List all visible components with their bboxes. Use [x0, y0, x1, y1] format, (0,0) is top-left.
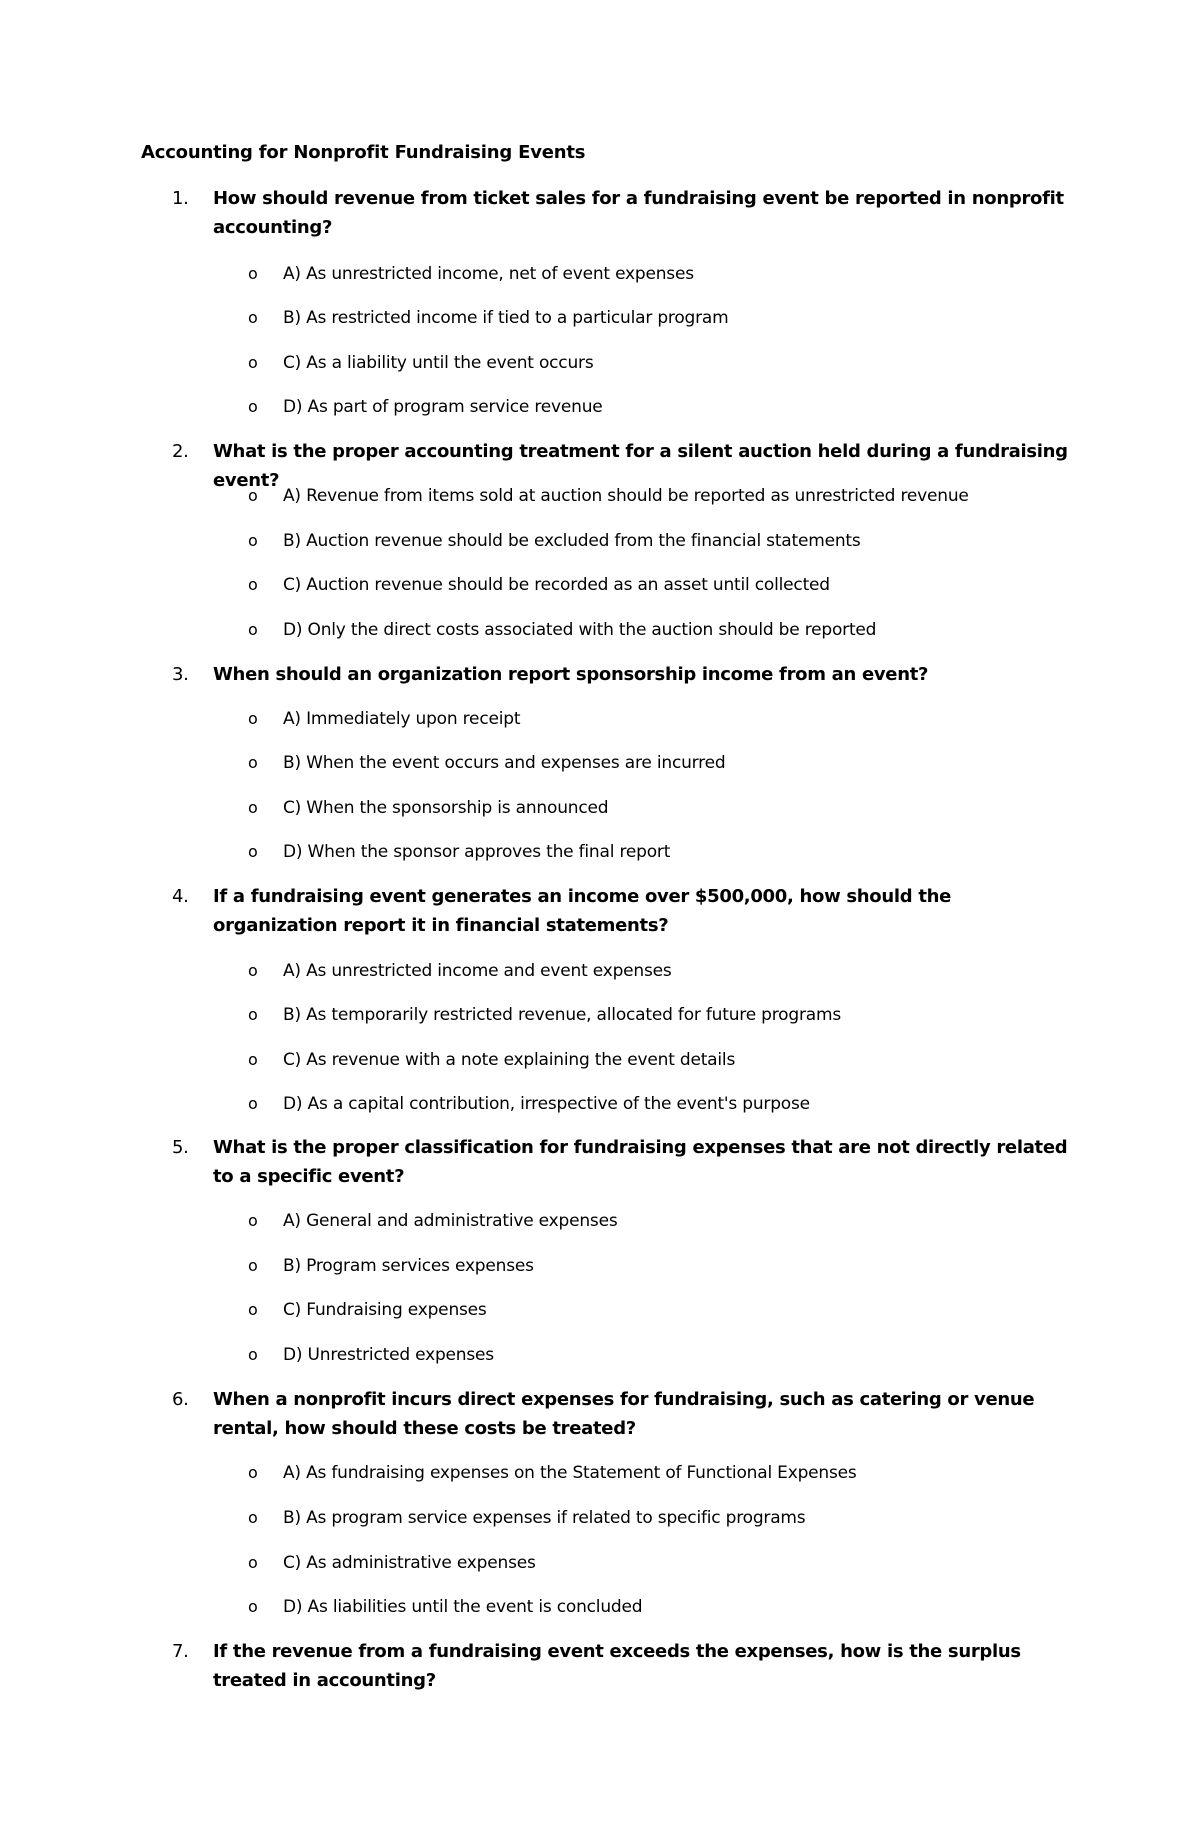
option-6d	[248, 1596, 642, 1618]
bullet-icon: o	[248, 1508, 258, 1527]
option-1a	[248, 263, 694, 285]
bullet-icon: o	[248, 961, 258, 980]
option-4b	[248, 1004, 841, 1026]
option-text: C) Auction revenue should be recorded as an asset until collected	[283, 575, 830, 595]
option-4d	[248, 1093, 810, 1115]
bullet-icon: o	[248, 753, 258, 772]
option-3d	[248, 841, 670, 863]
option-text: B) When the event occurs and expenses are incurred	[283, 753, 726, 773]
option-text: D) Unrestricted expenses	[283, 1345, 494, 1365]
question-6	[172, 1385, 1072, 1443]
bullet-icon: o	[248, 1050, 258, 1069]
question-text: When should an organization report sponsorship income from an event?	[213, 664, 929, 685]
option-4c	[248, 1049, 735, 1071]
bullet-icon: o	[248, 842, 258, 861]
question-number: 7.	[172, 1641, 189, 1662]
bullet-icon: o	[248, 486, 258, 505]
bullet-icon: o	[248, 709, 258, 728]
question-number: 3.	[172, 664, 189, 685]
option-3b	[248, 752, 725, 774]
option-5c	[248, 1299, 487, 1321]
bullet-icon: o	[248, 1094, 258, 1113]
option-text: D) When the sponsor approves the final report	[283, 842, 671, 862]
option-text: C) As revenue with a note explaining the event details	[283, 1050, 736, 1070]
bullet-icon: o	[248, 264, 258, 283]
question-7	[172, 1637, 1072, 1695]
option-2c	[248, 574, 830, 596]
bullet-icon: o	[248, 1300, 258, 1319]
bullet-icon: o	[248, 1345, 258, 1364]
bullet-icon: o	[248, 353, 258, 372]
option-6c	[248, 1552, 536, 1574]
bullet-icon: o	[248, 1597, 258, 1616]
bullet-icon: o	[248, 575, 258, 594]
question-number: 5.	[172, 1137, 189, 1158]
question-number: 6.	[172, 1389, 189, 1410]
option-6b	[248, 1507, 805, 1529]
option-6a	[248, 1462, 857, 1484]
option-text: D) As liabilities until the event is concluded	[283, 1597, 643, 1617]
bullet-icon: o	[248, 798, 258, 817]
question-number: 4.	[172, 886, 189, 907]
option-text: D) As a capital contribution, irrespective of the event's purpose	[283, 1094, 810, 1114]
question-text: If a fundraising event generates an income over $500,000, how should the organization report it in financial statements?	[213, 886, 952, 936]
question-number: 2.	[172, 441, 189, 462]
option-text: B) As program service expenses if related to specific programs	[283, 1508, 806, 1528]
question-5	[172, 1133, 1072, 1191]
option-2d	[248, 619, 876, 641]
option-3c	[248, 797, 608, 819]
option-text: A) General and administrative expenses	[283, 1211, 618, 1231]
question-text: What is the proper classification for fundraising expenses that are not directly related to a specific event?	[213, 1137, 1068, 1187]
option-text: B) Auction revenue should be excluded from the financial statements	[283, 531, 861, 551]
bullet-icon: o	[248, 1463, 258, 1482]
option-2a	[248, 485, 969, 507]
option-5b	[248, 1255, 534, 1277]
bullet-icon: o	[248, 1553, 258, 1572]
option-text: A) As unrestricted income and event expenses	[283, 961, 672, 981]
bullet-icon: o	[248, 397, 258, 416]
question-text: When a nonprofit incurs direct expenses for fundraising, such as catering or venue rental, how should these costs be treated?	[213, 1389, 1035, 1439]
option-3a	[248, 708, 520, 730]
option-text: B) Program services expenses	[283, 1256, 534, 1276]
bullet-icon: o	[248, 308, 258, 327]
option-text: C) As administrative expenses	[283, 1553, 536, 1573]
option-text: B) As restricted income if tied to a particular program	[283, 308, 729, 328]
option-text: A) Revenue from items sold at auction should be reported as unrestricted revenue	[283, 486, 969, 506]
bullet-icon: o	[248, 531, 258, 550]
question-text: If the revenue from a fundraising event exceeds the expenses, how is the surplus treated in accounting?	[213, 1641, 1021, 1691]
question-1	[172, 184, 1072, 242]
option-text: A) As unrestricted income, net of event expenses	[283, 264, 694, 284]
question-number: 1.	[172, 188, 189, 209]
option-5d	[248, 1344, 494, 1366]
bullet-icon: o	[248, 1211, 258, 1230]
option-1d	[248, 396, 603, 418]
option-text: D) Only the direct costs associated with the auction should be reported	[283, 620, 877, 640]
option-text: B) As temporarily restricted revenue, allocated for future programs	[283, 1005, 841, 1025]
option-text: A) Immediately upon receipt	[283, 709, 521, 729]
option-text: D) As part of program service revenue	[283, 397, 603, 417]
question-3	[172, 660, 1072, 689]
option-text: A) As fundraising expenses on the Statement of Functional Expenses	[283, 1463, 857, 1483]
option-5a	[248, 1210, 618, 1232]
option-text: C) As a liability until the event occurs	[283, 353, 594, 373]
question-4	[172, 882, 1072, 940]
question-text: What is the proper accounting treatment for a silent auction held during a fundraising event?	[213, 441, 1068, 491]
option-2b	[248, 530, 861, 552]
option-text: C) Fundraising expenses	[283, 1300, 487, 1320]
question-text: How should revenue from ticket sales for a fundraising event be reported in nonprofit accounting?	[213, 188, 1064, 238]
option-1c	[248, 352, 593, 374]
option-text: C) When the sponsorship is announced	[283, 798, 609, 818]
option-1b	[248, 307, 729, 329]
bullet-icon: o	[248, 1005, 258, 1024]
document-title: Accounting for Nonprofit Fundraising Events	[141, 142, 586, 163]
bullet-icon: o	[248, 1256, 258, 1275]
bullet-icon: o	[248, 620, 258, 639]
option-4a	[248, 960, 672, 982]
